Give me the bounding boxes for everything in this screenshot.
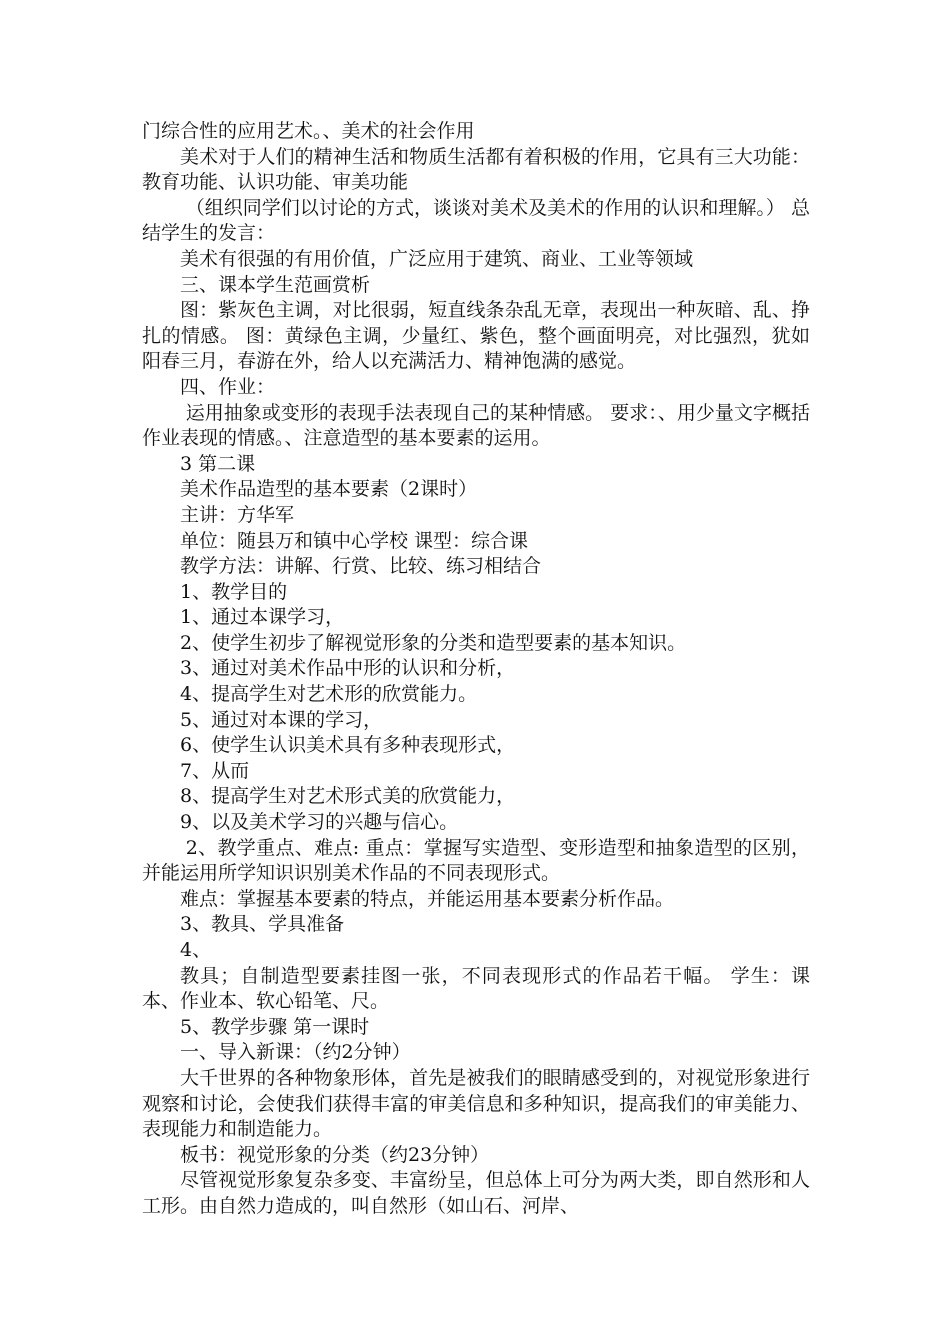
document-body xyxy=(142,119,810,1220)
paragraph-teaching-aids: 教具；自制造型要素挂图一张，不同表现形式的作品若干幅。 学生：课本、作业本、软心铅笔、尺。 xyxy=(142,964,810,1013)
paragraph-3: （组织同学们以讨论的方式，谈谈对美术及美术的作用的认识和理解。） 总结学生的发言： xyxy=(142,196,810,245)
list-item: 2、使学生初步了解视觉形象的分类和造型要素的基本知识。 xyxy=(180,631,687,654)
list-item: 8、提高学生对艺术形式美的欣赏能力， xyxy=(180,785,516,808)
lesson-lecturer: 主讲：方华军 xyxy=(180,503,295,526)
paragraph-key-points: 2、教学重点、难点: 重点：掌握写实造型、变形造型和抽象造型的区别，并能运用所学知识识别美术作品的不同表现形式。 xyxy=(142,836,810,885)
paragraph-8: 运用抽象或变形的表现手法表现自己的某种情感。 要求：、用少量文字概括作业表现的情感。、注意造型的基本要素的运用。 xyxy=(142,401,810,450)
paragraph-intro: 大千世界的各种物象形体，首先是被我们的眼睛感受到的，对视觉形象进行观察和讨论，会使我们获得丰富的审美信息和多种知识，提高我们的审美能力、表现能力和制造能力。 xyxy=(142,1066,810,1141)
list-item: 3、通过对美术作品中形的认识和分析， xyxy=(180,657,516,680)
paragraph-6: 图：紫灰色主调，对比很弱，短直线条杂乱无章，表现出一种灰暗、乱、挣扎的情感。 图：黄绿色主调，少量红、紫色，整个画面明亮，对比强烈，犹如阳春三月，春游在外，给人以充满活力、精神饱满的感觉。 xyxy=(142,299,810,373)
section-heading-3: 三、课本学生范画赏析 xyxy=(180,273,371,296)
list-item: 1、通过本课学习， xyxy=(180,606,345,629)
list-item: 1、教学目的 xyxy=(180,580,288,603)
list-item: 9、以及美术学习的兴趣与信心。 xyxy=(180,811,459,834)
paragraph-last: 尽管视觉形象复杂多变、丰富纷呈，但总体上可分为两大类，即自然形和人工形。由自然力造成的，叫自然形（如山石、河岸、 xyxy=(142,1169,810,1217)
list-item: 4、 xyxy=(180,939,212,961)
list-item: 5、教学步骤 第一课时 xyxy=(180,1015,370,1038)
paragraph-1: 门综合性的应用艺术。、美术的社会作用 xyxy=(142,120,475,142)
paragraph-4: 美术有很强的有用价值，广泛应用于建筑、商业、工业等领域 xyxy=(180,247,694,270)
paragraph-difficulty: 难点：掌握基本要素的特点，并能运用基本要素分析作品。 xyxy=(180,887,675,910)
lesson-unit: 单位：随县万和镇中心学校 课型：综合课 xyxy=(180,529,529,552)
lesson-number: 3 第二课 xyxy=(180,452,256,475)
paragraph-2: 美术对于人们的精神生活和物质生活都有着积极的作用，它具有三大功能：教育功能、认识功能、审美功能 xyxy=(142,145,810,194)
list-item: 7、从而 xyxy=(180,759,250,782)
list-item: 5、通过对本课的学习， xyxy=(180,708,383,731)
list-item: 6、使学生认识美术具有多种表现形式， xyxy=(180,734,516,757)
section-heading-4: 四、作业： xyxy=(180,375,276,398)
lesson-title: 美术作品造型的基本要素（2课时） xyxy=(180,478,478,501)
list-item: 4、提高学生对艺术形的欣赏能力。 xyxy=(180,683,478,706)
list-item: 3、教具、学具准备 xyxy=(180,913,345,936)
section-heading-intro: 一、导入新课：（约2分钟） xyxy=(180,1041,411,1064)
lesson-method: 教学方法：讲解、行赏、比较、练习相结合 xyxy=(180,555,542,578)
paragraph-board: 板书：视觉形象的分类（约23分钟） xyxy=(180,1143,490,1166)
